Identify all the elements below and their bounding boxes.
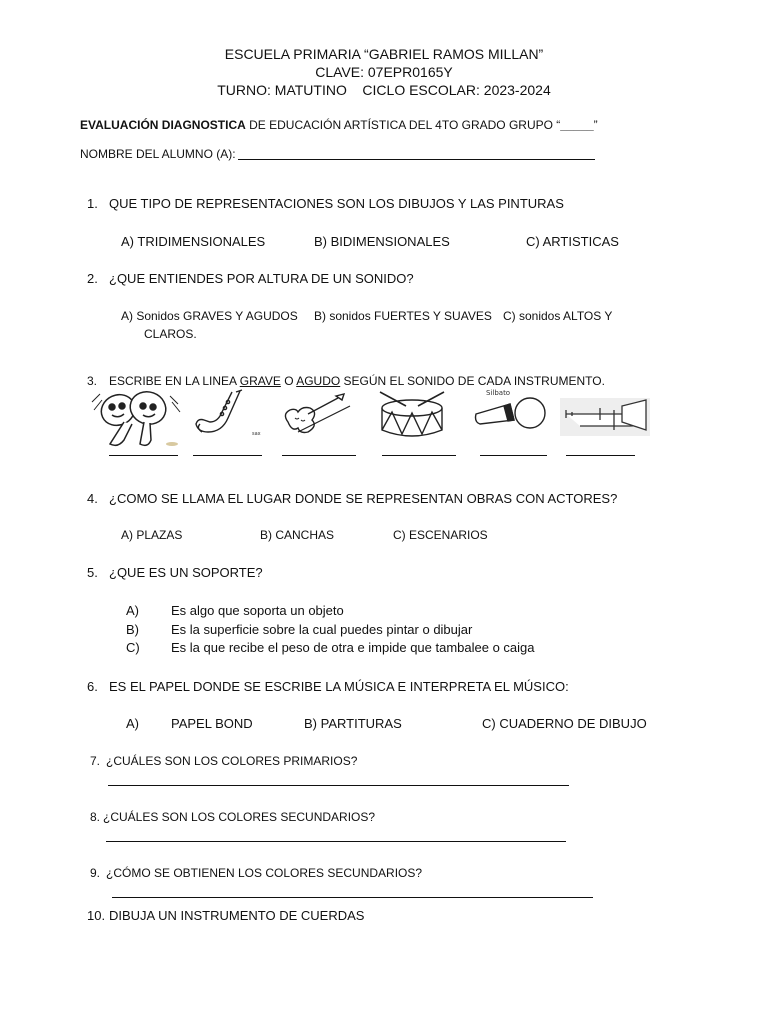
q3-text-mid: O: [280, 374, 297, 388]
shift: TURNO: MATUTINO: [217, 82, 347, 98]
q7-answer-blank[interactable]: [108, 785, 569, 786]
q3-number: 3.: [87, 374, 98, 388]
q8-answer-blank[interactable]: [106, 841, 566, 842]
q8-text: ¿CUÁLES SON LOS COLORES SECUNDARIOS?: [103, 810, 376, 824]
student-name-blank[interactable]: [238, 159, 595, 160]
evaluation-title: [80, 118, 598, 132]
violin-icon: [278, 392, 353, 438]
q3-blank-saxophone[interactable]: [193, 455, 262, 456]
q2-option-a[interactable]: A) Sonidos GRAVES Y AGUDOS: [121, 309, 298, 323]
q8-number: 8.: [90, 810, 101, 824]
q5-option-b[interactable]: Es la superficie sobre la cual puedes pintar o dibujar: [171, 622, 473, 637]
q1-option-c[interactable]: C) ARTISTICAS: [526, 234, 619, 249]
q5-option-a-letter: A): [126, 603, 139, 618]
evaluation-title-close: ”: [593, 118, 598, 132]
q2-option-c[interactable]: C) sonidos ALTOS Y: [503, 309, 613, 323]
whistle-icon: [470, 386, 550, 432]
q2-number: 2.: [87, 271, 98, 286]
q9-number: 9.: [90, 866, 101, 880]
q3-word-grave: GRAVE: [239, 374, 281, 388]
trombone-icon: [560, 396, 650, 438]
q6-option-c[interactable]: C) CUADERNO DE DIBUJO: [482, 716, 647, 731]
q10-number: 10.: [87, 908, 106, 923]
q5-option-c-letter: C): [126, 640, 140, 655]
q1-number: 1.: [87, 196, 98, 211]
student-name-label: NOMBRE DEL ALUMNO (A):: [80, 147, 236, 161]
q6-number: 6.: [87, 679, 98, 694]
evaluation-title-bold: EVALUACIÓN DIAGNOSTICA: [80, 118, 246, 132]
q9-text: ¿CÓMO SE OBTIENEN LOS COLORES SECUNDARIOS?: [106, 866, 423, 880]
school-clave: CLAVE: 07EPR0165Y: [315, 64, 453, 80]
q3-text-post: SEGÚN EL SONIDO DE CADA INSTRUMENTO.: [340, 374, 605, 388]
q1-option-b[interactable]: B) BIDIMENSIONALES: [314, 234, 450, 249]
q3-word-agudo: AGUDO: [296, 374, 341, 388]
q4-option-c[interactable]: C) ESCENARIOS: [393, 528, 488, 542]
q2-option-c-continued: CLAROS.: [144, 327, 197, 341]
q10-text: DIBUJA UN INSTRUMENTO DE CUERDAS: [109, 908, 365, 923]
q6-text: ES EL PAPEL DONDE SE ESCRIBE LA MÚSICA E INTERPRETA EL MÚSICO:: [109, 679, 569, 694]
q1-text: QUE TIPO DE REPRESENTACIONES SON LOS DIBUJOS Y LAS PINTURAS: [109, 196, 564, 211]
q6-option-a[interactable]: PAPEL BOND: [171, 716, 253, 731]
q3-blank-violin[interactable]: [282, 455, 356, 456]
q5-number: 5.: [87, 565, 98, 580]
sax-caption: sax: [252, 431, 261, 437]
q6-option-b[interactable]: B) PARTITURAS: [304, 716, 402, 731]
q1-option-a[interactable]: A) TRIDIMENSIONALES: [121, 234, 266, 249]
q4-number: 4.: [87, 491, 98, 506]
saxophone-icon: [190, 388, 265, 440]
maracas-icon: [88, 388, 183, 450]
q4-text: ¿COMO SE LLAMA EL LUGAR DONDE SE REPRESENTAN OBRAS CON ACTORES?: [109, 491, 618, 506]
q2-text: ¿QUE ENTIENDES POR ALTURA DE UN SONIDO?: [109, 271, 414, 286]
q3-text-pre: ESCRIBE EN LA LINEA: [109, 374, 240, 388]
q3-blank-drum[interactable]: [382, 455, 456, 456]
q7-text: ¿CUÁLES SON LOS COLORES PRIMARIOS?: [106, 754, 358, 768]
q3-blank-trombone[interactable]: [566, 455, 635, 456]
q9-answer-blank[interactable]: [112, 897, 593, 898]
school-name: ESCUELA PRIMARIA “GABRIEL RAMOS MILLAN”: [224, 46, 544, 62]
q5-option-c[interactable]: Es la que recibe el peso de otra e impide que tambalee o caiga: [171, 640, 535, 655]
group-blank[interactable]: _____: [560, 118, 594, 132]
q4-option-a[interactable]: A) PLAZAS: [121, 528, 183, 542]
q4-option-b[interactable]: B) CANCHAS: [260, 528, 335, 542]
school-shift-cycle: [0, 81, 768, 99]
q7-number: 7.: [90, 754, 101, 768]
q3-blank-whistle[interactable]: [480, 455, 547, 456]
q3-blank-maracas[interactable]: [109, 455, 178, 456]
q2-option-b[interactable]: B) sonidos FUERTES Y SUAVES: [314, 309, 492, 323]
q5-option-a[interactable]: Es algo que soporta un objeto: [171, 603, 344, 618]
q5-option-b-letter: B): [126, 622, 139, 637]
q5-text: ¿QUE ES UN SOPORTE?: [109, 565, 263, 580]
q6-option-a-letter: A): [126, 716, 139, 731]
evaluation-title-rest: DE EDUCACIÓN ARTÍSTICA DEL 4TO GRADO GRUPO “: [245, 118, 561, 132]
whistle-caption: Silbato: [486, 389, 511, 397]
school-cycle: CICLO ESCOLAR: 2023-2024: [362, 82, 551, 98]
drum-icon: [376, 390, 448, 442]
